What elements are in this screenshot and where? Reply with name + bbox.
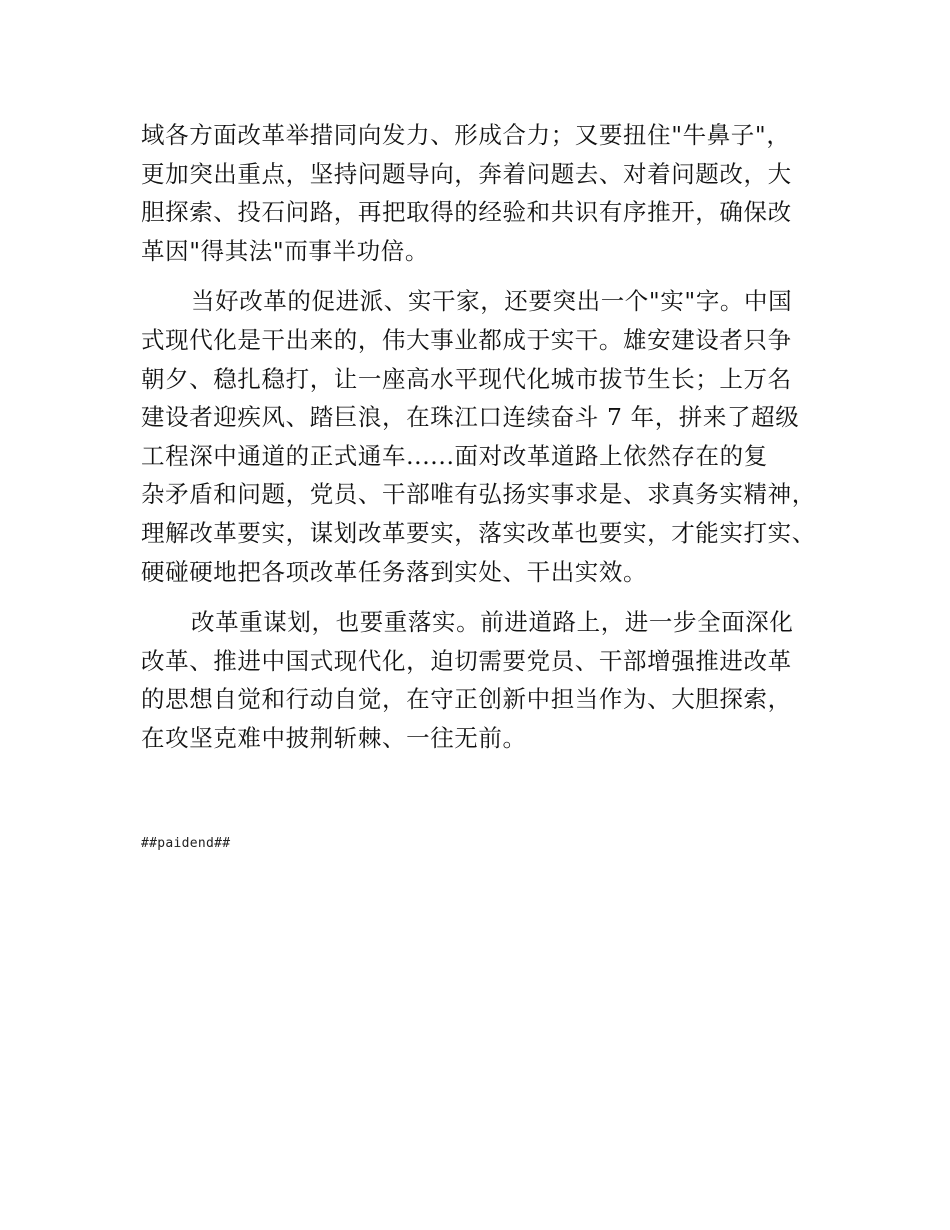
paragraph-1: [141, 116, 831, 270]
text-line: 硬碰硬地把各项改革任务落到实处、干出实效。: [141, 557, 648, 586]
article-body: [141, 116, 831, 770]
text-line: 更加突出重点，坚持问题导向，奔着问题去、对着问题改，大: [141, 159, 792, 188]
paragraph-2: [141, 282, 831, 591]
text-line: 改革重谋划，也要重落实。前进道路上，进一步全面深化: [191, 608, 794, 637]
text-line: 在攻坚克难中披荆斩棘、一往无前。: [141, 723, 527, 752]
text-line: 理解改革要实，谋划改革要实，落实改革也要实，才能实打实、: [141, 518, 816, 547]
text-line: 朝夕、稳扎稳打，让一座高水平现代化城市拔节生长；上万名: [141, 364, 792, 393]
text-line: 工程深中通道的正式通车......面对改革道路上依然存在的复: [141, 441, 768, 470]
text-line: 胆探索、投石问路，再把取得的经验和共识有序推开，确保改: [141, 198, 792, 227]
text-line: 革因"得其法"而事半功倍。: [141, 236, 429, 265]
text-line: 式现代化是干出来的，伟大事业都成于实干。雄安建设者只争: [141, 325, 792, 354]
text-line: 杂矛盾和问题，党员、干部唯有弘扬实事求是、求真务实精神，: [141, 480, 816, 509]
text-line: 改革、推进中国式现代化，迫切需要党员、干部增强推进改革: [141, 646, 792, 675]
paragraph-3: [141, 603, 831, 757]
text-line: 当好改革的促进派、实干家，还要突出一个"实"字。中国: [191, 287, 793, 316]
text-line: 建设者迎疾风、踏巨浪，在珠江口连续奋斗 7 年，拼来了超级: [141, 403, 800, 432]
text-line: 的思想自觉和行动自觉，在守正创新中担当作为、大胆探索，: [141, 685, 792, 714]
paid-end-marker: ##paidend##: [141, 836, 231, 851]
text-line: 域各方面改革举措同向发力、形成合力；又要扭住"牛鼻子"，: [141, 121, 791, 149]
